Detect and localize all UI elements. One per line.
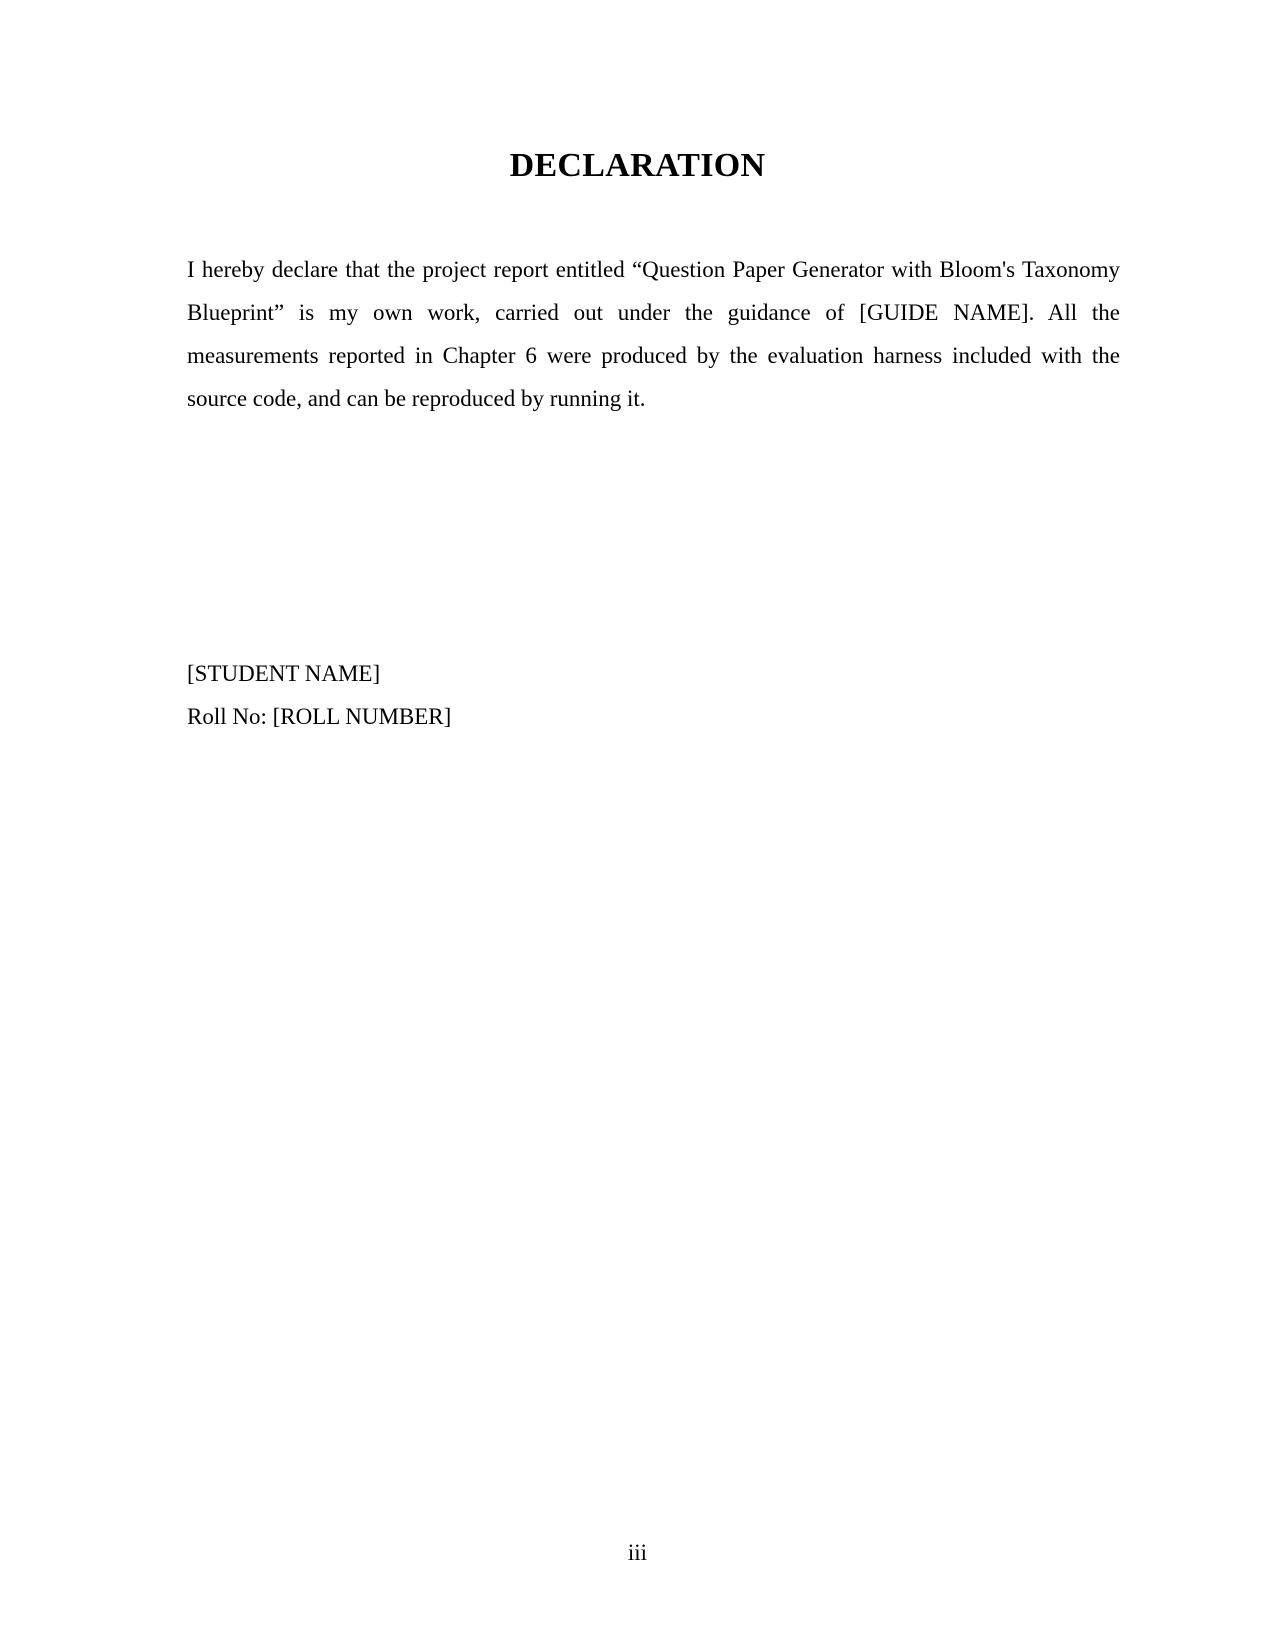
roll-number: Roll No: [ROLL NUMBER]: [187, 704, 452, 729]
signature-block: [187, 652, 887, 738]
declaration-paragraph: I hereby declare that the project report entitled “Question Paper Generator with Bloom's Taxonomy Blueprint” is my own work, carried out under the guidance of [GUIDE NAME]. All the measurements reported in Chapter 6 were produced by the evaluation harness included with the source code, and can be reproduced by running it.: [187, 257, 1120, 411]
student-name: [STUDENT NAME]: [187, 661, 381, 686]
page-number: iii: [627, 1540, 648, 1565]
page-title: DECLARATION: [509, 147, 766, 184]
